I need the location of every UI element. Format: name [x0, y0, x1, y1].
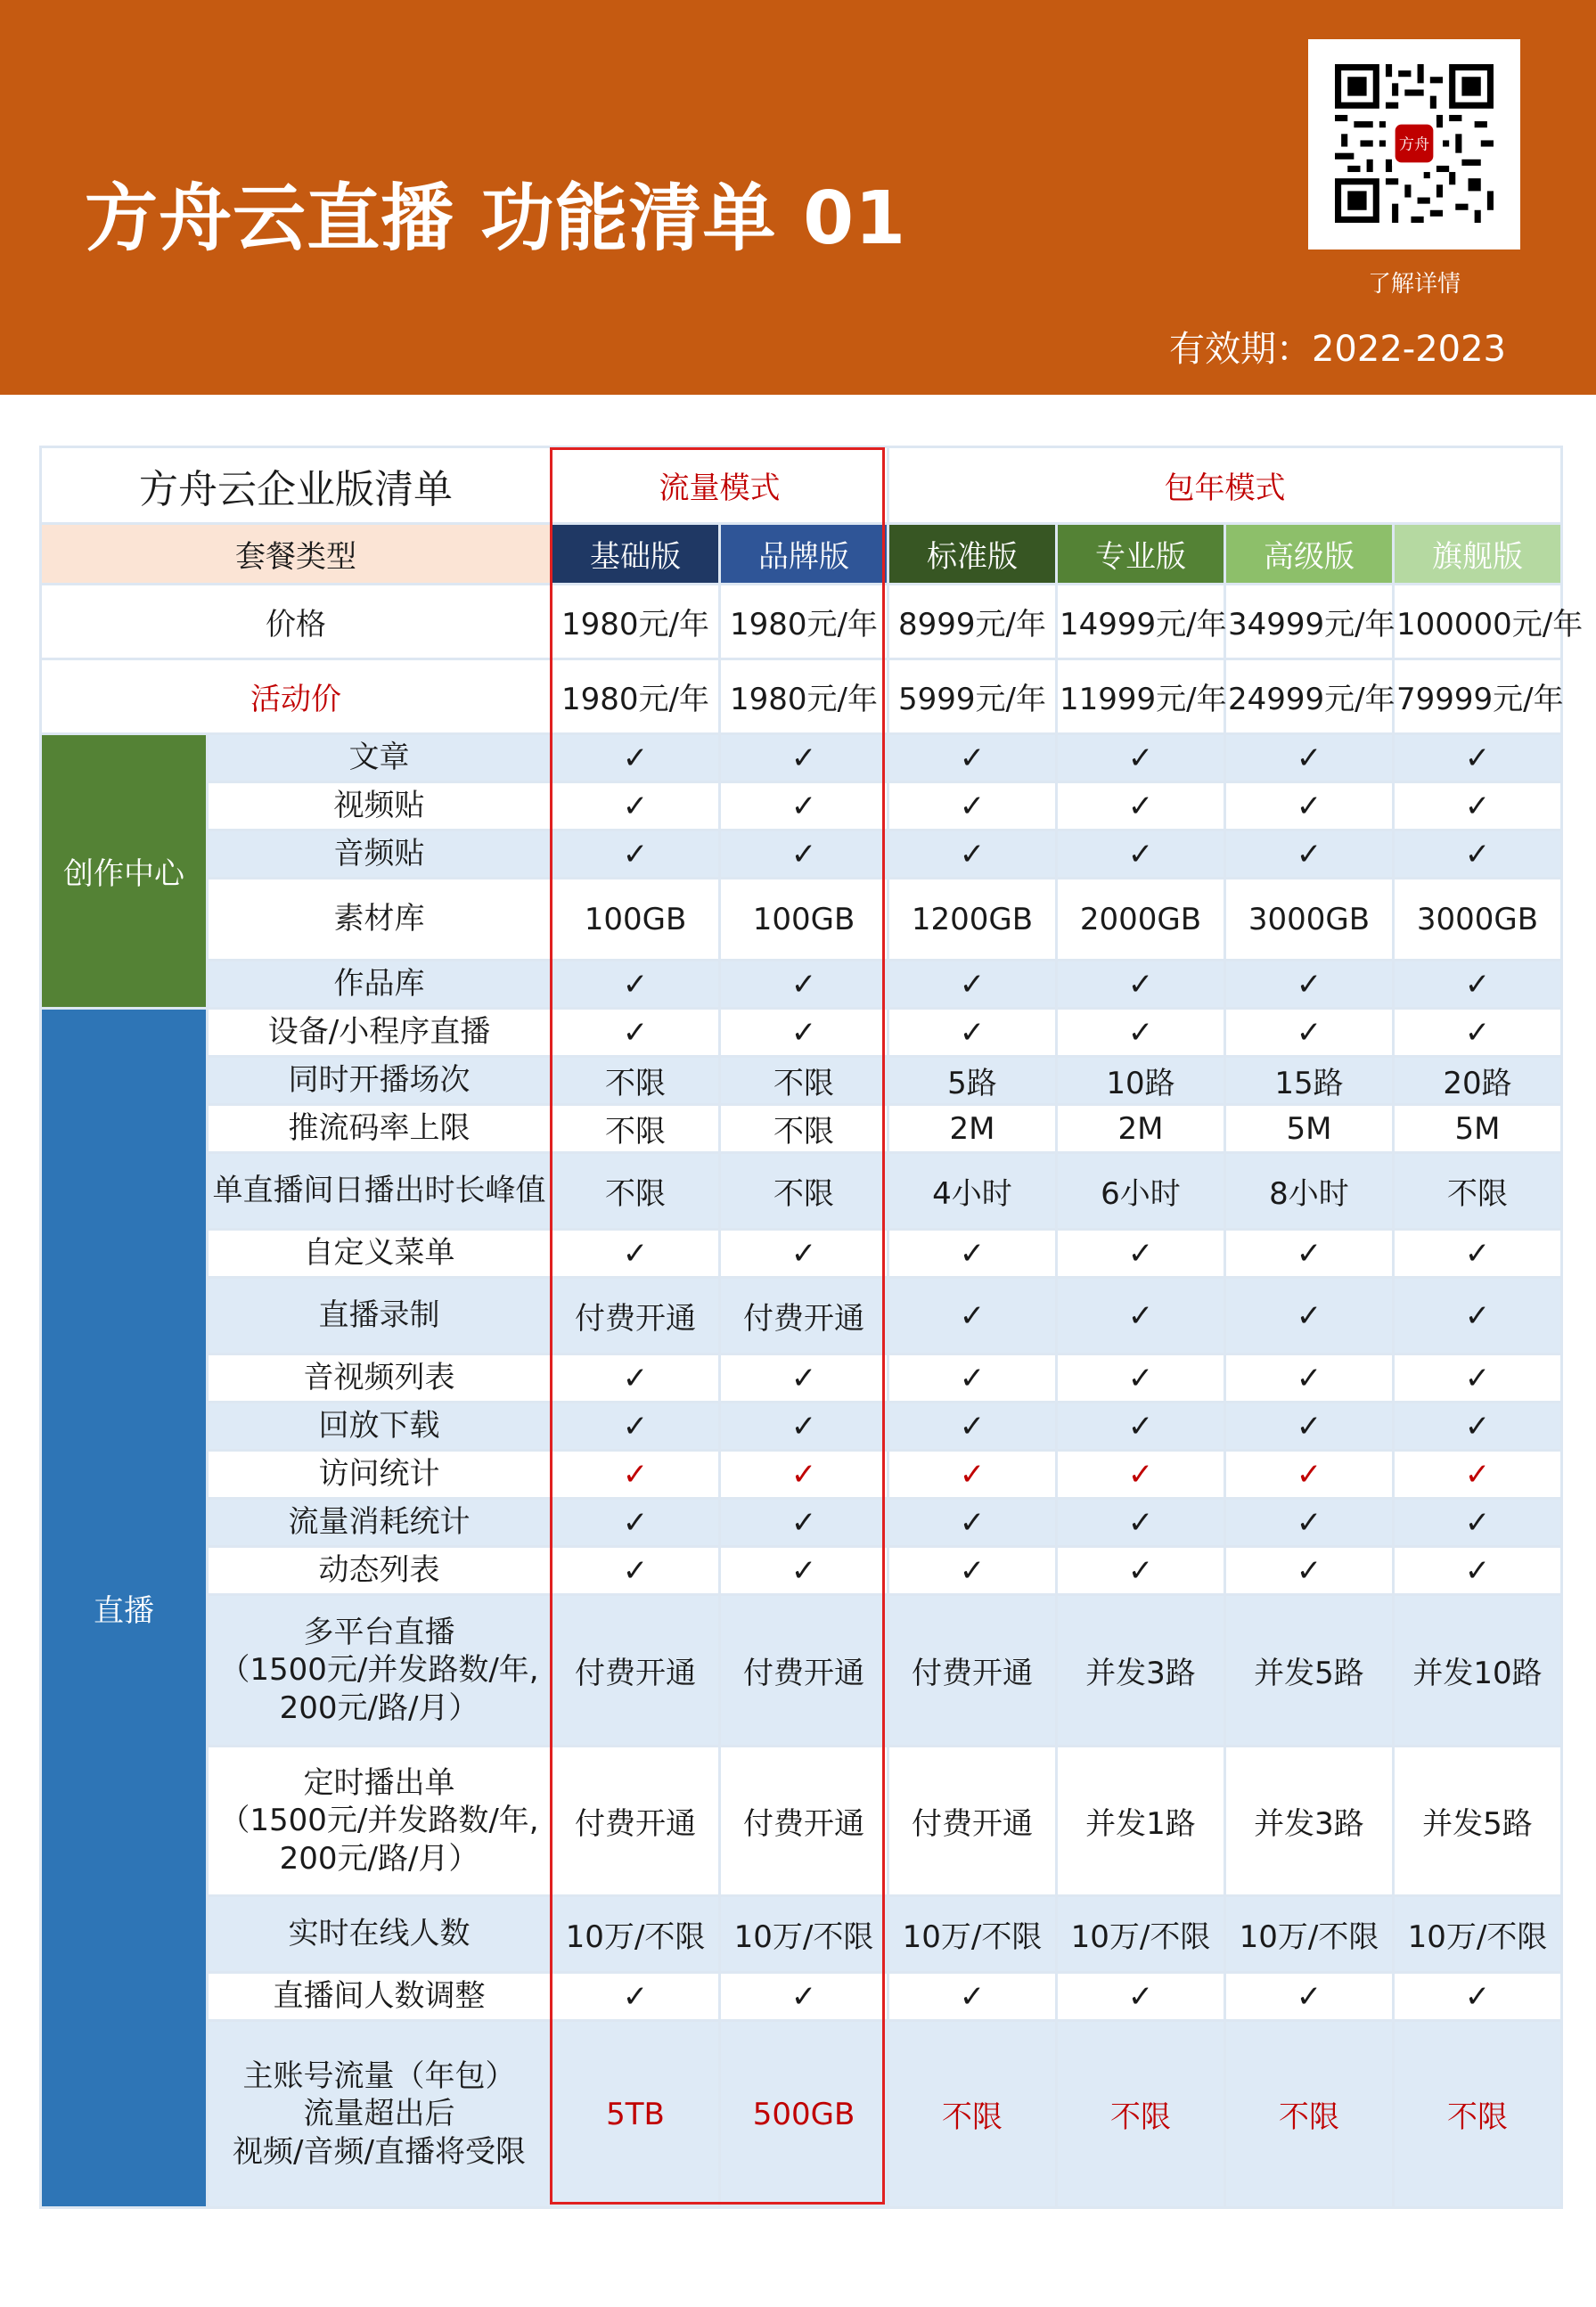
feature-name: [208, 782, 552, 830]
sale-price-cell: 24999元/年: [1225, 659, 1394, 734]
price-cell: 14999元/年: [1057, 585, 1225, 659]
feature-value: 3000GB: [1394, 879, 1562, 961]
feature-value: ✓: [1394, 1451, 1562, 1499]
feature-value: ✓: [888, 782, 1057, 830]
feature-value: 5TB: [552, 2021, 720, 2208]
feature-value: ✓: [1057, 1499, 1225, 1547]
feature-value: ✓: [1057, 1230, 1225, 1278]
feature-value: ✓: [1394, 961, 1562, 1009]
feature-value: ✓: [552, 1547, 720, 1595]
feature-value: ✓: [1225, 1499, 1394, 1547]
feature-value: ✓: [720, 1499, 888, 1547]
feature-value: ✓: [720, 1547, 888, 1595]
validity-period: 有效期：2022-2023: [1168, 329, 1506, 370]
package-name-5: 旗舰版: [1394, 524, 1562, 585]
package-name-0: 基础版: [552, 524, 720, 585]
feature-row: [41, 1595, 1562, 1747]
feature-value: ✓: [1057, 1973, 1225, 2021]
feature-value: 4小时: [888, 1153, 1057, 1230]
feature-row: [41, 830, 1562, 879]
feature-value: ✓: [888, 1278, 1057, 1354]
feature-name-line: 自定义菜单: [303, 1235, 455, 1272]
feature-value: 不限: [1394, 1153, 1562, 1230]
feature-value: 不限: [720, 1057, 888, 1105]
mode-header-row: [41, 447, 1562, 524]
price-label: 价格: [41, 585, 552, 659]
feature-value: ✓: [1225, 734, 1394, 782]
feature-row: [41, 1057, 1562, 1105]
feature-name: [208, 1499, 552, 1547]
feature-name: [208, 1403, 552, 1451]
feature-value: ✓: [888, 1354, 1057, 1403]
feature-value: 5M: [1225, 1105, 1394, 1153]
feature-value: ✓: [1225, 1278, 1394, 1354]
feature-value: 不限: [1394, 2021, 1562, 2208]
feature-name-line: 回放下载: [318, 1408, 440, 1444]
feature-value: ✓: [888, 1451, 1057, 1499]
feature-name: [208, 1595, 552, 1747]
sale-price-row: [41, 659, 1562, 734]
price-cell: 100000元/年: [1394, 585, 1562, 659]
feature-value: 不限: [1057, 2021, 1225, 2208]
feature-value: ✓: [720, 1354, 888, 1403]
feature-value: ✓: [1394, 1354, 1562, 1403]
price-row: [41, 585, 1562, 659]
feature-value: ✓: [1225, 830, 1394, 879]
feature-value: ✓: [720, 782, 888, 830]
feature-name: [208, 830, 552, 879]
feature-value: ✓: [888, 1230, 1057, 1278]
feature-value: ✓: [1057, 1403, 1225, 1451]
feature-value: ✓: [1225, 1451, 1394, 1499]
feature-value: ✓: [720, 830, 888, 879]
feature-name-line: 设备/小程序直播: [267, 1014, 491, 1051]
feature-row: [41, 1009, 1562, 1057]
feature-row: [41, 782, 1562, 830]
feature-value: ✓: [1394, 1547, 1562, 1595]
feature-value: ✓: [1394, 830, 1562, 879]
feature-value: ✓: [1225, 782, 1394, 830]
feature-value: 2M: [888, 1105, 1057, 1153]
feature-value: ✓: [720, 1230, 888, 1278]
feature-value: 不限: [552, 1057, 720, 1105]
feature-name-line: 流量消耗统计: [288, 1504, 471, 1541]
feature-value: ✓: [1057, 1451, 1225, 1499]
feature-name: [208, 2021, 552, 2208]
feature-value: ✓: [552, 1009, 720, 1057]
feature-value: ✓: [720, 734, 888, 782]
feature-value: 10万/不限: [1057, 1896, 1225, 1973]
price-cell: 8999元/年: [888, 585, 1057, 659]
feature-value: 不限: [1225, 2021, 1394, 2208]
feature-name: [208, 1278, 552, 1354]
feature-row: [41, 1278, 1562, 1354]
feature-name-line: 同时开播场次: [288, 1062, 471, 1099]
feature-name-line: 访问统计: [318, 1456, 440, 1493]
feature-value: ✓: [720, 1973, 888, 2021]
feature-name: [208, 1354, 552, 1403]
qr-logo-text: 方舟: [1398, 135, 1430, 154]
feature-name: [208, 1451, 552, 1499]
feature-value: ✓: [552, 1403, 720, 1451]
feature-value: 并发3路: [1057, 1595, 1225, 1747]
feature-value: 5M: [1394, 1105, 1562, 1153]
feature-value: ✓: [552, 782, 720, 830]
qr-code[interactable]: [1308, 39, 1520, 250]
feature-value: ✓: [1057, 1278, 1225, 1354]
feature-value: ✓: [888, 1547, 1057, 1595]
sale-price-cell: 79999元/年: [1394, 659, 1562, 734]
feature-value: ✓: [888, 1499, 1057, 1547]
feature-value: ✓: [1225, 1403, 1394, 1451]
feature-row: [41, 1230, 1562, 1278]
feature-name: [208, 961, 552, 1009]
feature-value: 付费开通: [888, 1747, 1057, 1896]
feature-name: [208, 1973, 552, 2021]
feature-name-line: 流量超出后: [303, 2096, 455, 2132]
feature-name: [208, 879, 552, 961]
feature-value: ✓: [888, 830, 1057, 879]
feature-value: ✓: [1394, 1403, 1562, 1451]
feature-value: ✓: [888, 1403, 1057, 1451]
feature-value: ✓: [1225, 1547, 1394, 1595]
feature-row: [41, 734, 1562, 782]
feature-value: 100GB: [552, 879, 720, 961]
feature-row: [41, 1105, 1562, 1153]
feature-value: ✓: [720, 1009, 888, 1057]
feature-value: 付费开通: [720, 1747, 888, 1896]
feature-name-line: 实时在线人数: [288, 1916, 471, 1952]
feature-row: [41, 1547, 1562, 1595]
feature-value: ✓: [888, 961, 1057, 1009]
feature-value: ✓: [1057, 1354, 1225, 1403]
feature-name-line: 音视频列表: [303, 1360, 455, 1396]
feature-value: 1200GB: [888, 879, 1057, 961]
feature-name-line: 动态列表: [318, 1552, 440, 1589]
feature-name-line: 200元/路/月）: [279, 1689, 479, 1726]
feature-value: ✓: [1394, 1973, 1562, 2021]
qr-code-icon: [1335, 64, 1494, 223]
corner-title: 方舟云企业版清单: [41, 447, 552, 524]
feature-value: 10路: [1057, 1057, 1225, 1105]
feature-row: [41, 1973, 1562, 2021]
feature-value: 500GB: [720, 2021, 888, 2208]
feature-value: ✓: [720, 1451, 888, 1499]
feature-value: ✓: [1057, 830, 1225, 879]
feature-row: [41, 1896, 1562, 1973]
feature-value: ✓: [1394, 1009, 1562, 1057]
feature-value: ✓: [1057, 961, 1225, 1009]
feature-value: ✓: [888, 1009, 1057, 1057]
feature-value: 100GB: [720, 879, 888, 961]
feature-value: ✓: [1057, 782, 1225, 830]
feature-name: [208, 1547, 552, 1595]
package-name-4: 高级版: [1225, 524, 1394, 585]
package-name-3: 专业版: [1057, 524, 1225, 585]
feature-row: [41, 1153, 1562, 1230]
feature-name-line: 音频贴: [333, 836, 425, 872]
page-title: 方舟云直播 功能清单 01: [85, 176, 907, 261]
package-type-row: [41, 524, 1562, 585]
feature-name-line: （1500元/并发路数/年,: [219, 1652, 539, 1689]
price-cell: 34999元/年: [1225, 585, 1394, 659]
feature-value: 付费开通: [552, 1747, 720, 1896]
sale-price-cell: 5999元/年: [888, 659, 1057, 734]
feature-value: 5路: [888, 1057, 1057, 1105]
feature-value: ✓: [552, 830, 720, 879]
feature-name: [208, 1009, 552, 1057]
feature-name: [208, 1153, 552, 1230]
category-label: 创作中心: [41, 734, 208, 1009]
qr-caption[interactable]: 了解详情: [1367, 271, 1461, 298]
feature-name: [208, 734, 552, 782]
feature-value: 并发10路: [1394, 1595, 1562, 1747]
feature-name-line: 直播录制: [318, 1297, 440, 1334]
feature-value: ✓: [1394, 1230, 1562, 1278]
sale-price-label: 活动价: [41, 659, 552, 734]
header-banner: [0, 0, 1596, 395]
feature-value: ✓: [888, 1973, 1057, 2021]
feature-value: 2000GB: [1057, 879, 1225, 961]
feature-value: ✓: [720, 961, 888, 1009]
feature-row: [41, 961, 1562, 1009]
mode-traffic-header: 流量模式: [552, 447, 888, 524]
feature-row: [41, 1747, 1562, 1896]
feature-name-line: 推流码率上限: [288, 1110, 471, 1147]
feature-value: 并发5路: [1225, 1595, 1394, 1747]
feature-value: ✓: [552, 734, 720, 782]
feature-value: 15路: [1225, 1057, 1394, 1105]
feature-value: 8小时: [1225, 1153, 1394, 1230]
feature-value: 10万/不限: [720, 1896, 888, 1973]
feature-name-line: 单直播间日播出时长峰值: [212, 1173, 546, 1209]
price-cell: 1980元/年: [720, 585, 888, 659]
package-type-label: 套餐类型: [41, 524, 552, 585]
feature-name: [208, 1896, 552, 1973]
feature-name-line: 主账号流量（年包）: [242, 2057, 516, 2094]
price-cell: 1980元/年: [552, 585, 720, 659]
feature-value: ✓: [552, 961, 720, 1009]
mode-annual-header: 包年模式: [888, 447, 1562, 524]
feature-value: 并发5路: [1394, 1747, 1562, 1896]
feature-value: ✓: [552, 1451, 720, 1499]
feature-value: 付费开通: [720, 1595, 888, 1747]
feature-name-line: （1500元/并发路数/年,: [219, 1803, 539, 1839]
feature-value: ✓: [552, 1230, 720, 1278]
feature-name: [208, 1057, 552, 1105]
feature-name-line: 直播间人数调整: [273, 1978, 486, 2015]
feature-value: 并发1路: [1057, 1747, 1225, 1896]
feature-row: [41, 1403, 1562, 1451]
feature-value: 付费开通: [552, 1278, 720, 1354]
category-label: 直播: [41, 1009, 208, 2208]
feature-value: ✓: [1394, 1499, 1562, 1547]
feature-row: [41, 2021, 1562, 2208]
package-name-2: 标准版: [888, 524, 1057, 585]
feature-value: ✓: [552, 1499, 720, 1547]
feature-row: [41, 879, 1562, 961]
feature-value: 10万/不限: [1394, 1896, 1562, 1973]
feature-value: ✓: [888, 734, 1057, 782]
feature-value: 10万/不限: [552, 1896, 720, 1973]
feature-name-line: 多平台直播: [303, 1614, 455, 1650]
package-name-1: 品牌版: [720, 524, 888, 585]
feature-value: ✓: [1394, 734, 1562, 782]
feature-value: 付费开通: [888, 1595, 1057, 1747]
feature-value: 付费开通: [720, 1278, 888, 1354]
feature-value: ✓: [1225, 1230, 1394, 1278]
feature-name-line: 视频/音频/直播将受限: [233, 2133, 526, 2170]
feature-value: 3000GB: [1225, 879, 1394, 961]
feature-value: ✓: [1225, 1009, 1394, 1057]
feature-name-line: 视频贴: [333, 788, 425, 824]
feature-value: ✓: [552, 1973, 720, 2021]
feature-value: ✓: [1057, 734, 1225, 782]
feature-value: ✓: [1394, 1278, 1562, 1354]
feature-row: [41, 1451, 1562, 1499]
feature-value: ✓: [1394, 782, 1562, 830]
feature-value: 2M: [1057, 1105, 1225, 1153]
feature-value: 付费开通: [552, 1595, 720, 1747]
feature-value: ✓: [1225, 1354, 1394, 1403]
feature-value: 并发3路: [1225, 1747, 1394, 1896]
feature-name: [208, 1230, 552, 1278]
feature-value: 不限: [720, 1153, 888, 1230]
feature-value: ✓: [1225, 1973, 1394, 2021]
feature-value: ✓: [1057, 1009, 1225, 1057]
feature-name-line: 文章: [348, 740, 410, 776]
feature-name: [208, 1105, 552, 1153]
feature-value: 不限: [720, 1105, 888, 1153]
feature-value: ✓: [1057, 1547, 1225, 1595]
feature-value: 20路: [1394, 1057, 1562, 1105]
feature-table: [39, 446, 1584, 2209]
feature-row: [41, 1354, 1562, 1403]
feature-value: 不限: [888, 2021, 1057, 2208]
feature-value: 10万/不限: [888, 1896, 1057, 1973]
feature-value: 不限: [552, 1105, 720, 1153]
feature-value: ✓: [720, 1403, 888, 1451]
feature-name-line: 定时播出单: [303, 1764, 455, 1801]
sale-price-cell: 11999元/年: [1057, 659, 1225, 734]
feature-name-line: 素材库: [333, 901, 425, 937]
feature-value: ✓: [1225, 961, 1394, 1009]
sale-price-cell: 1980元/年: [552, 659, 720, 734]
feature-value: ✓: [552, 1354, 720, 1403]
feature-row: [41, 1499, 1562, 1547]
feature-value: 10万/不限: [1225, 1896, 1394, 1973]
feature-value: 6小时: [1057, 1153, 1225, 1230]
feature-name-line: 200元/路/月）: [279, 1840, 479, 1877]
sale-price-cell: 1980元/年: [720, 659, 888, 734]
feature-name-line: 作品库: [333, 966, 425, 1002]
feature-value: 不限: [552, 1153, 720, 1230]
feature-name: [208, 1747, 552, 1896]
